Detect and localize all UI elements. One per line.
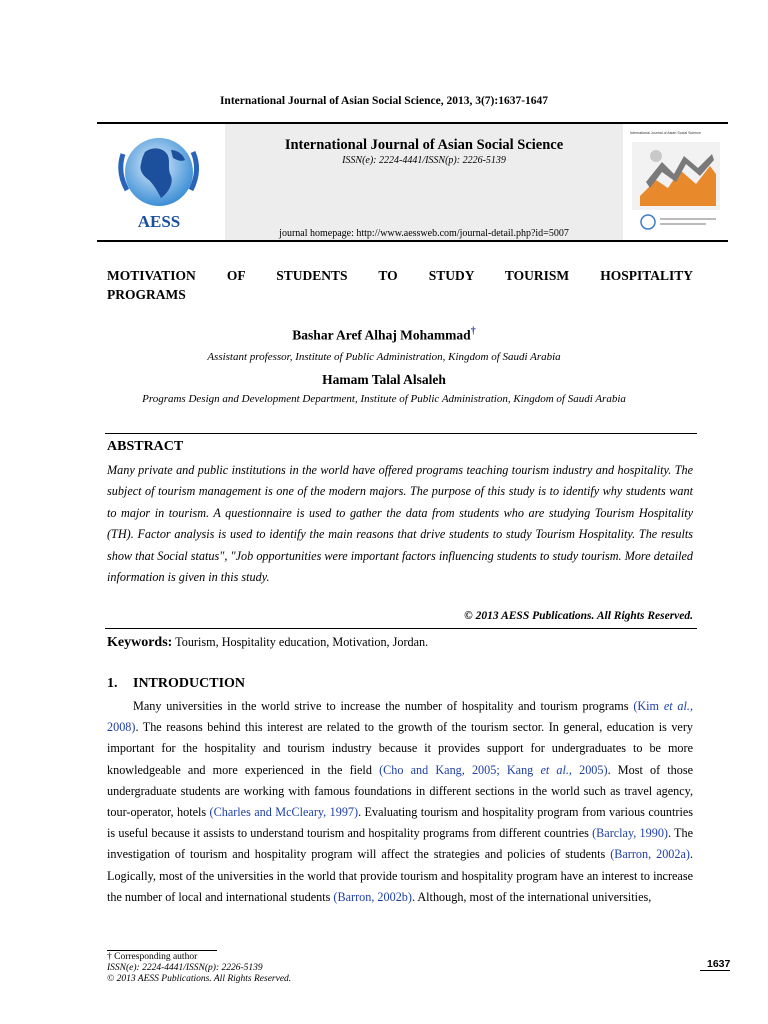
aess-logo — [97, 124, 225, 240]
citation-barron-2002a[interactable]: (Barron, 2002a) — [610, 847, 690, 862]
paper-title-line-1: MOTIVATION OF STUDENTS TO STUDY TOURISM HOSPITALITY — [107, 268, 693, 283]
intro-text: Many universities in the world strive to increase the number of hospitality and tourism programs — [133, 699, 634, 713]
intro-text: . Although, most of the international universities, — [411, 889, 652, 904]
journal-cover-thumbnail — [626, 126, 726, 236]
abstract-text: Many private and public institutions in the world have offered programs teaching tourism industry and hospitality. The subject of tourism management is one of the modern majors. The purpose of this study is to identify why students want to major in tourism. A questionnaire is used to gather the data from students who are studying Tourism Hospitality (TH). Factor analysis is used to identify the main reasons that drive students to study Tourism Hospitality. The results show that Social status", "Job opportunities were important factors influencing students to study tourism. More detailed information is given in this study. — [107, 463, 693, 585]
running-head: International Journal of Asian Social Science, 2013, 3(7):1637-1647 — [219, 95, 549, 107]
citation-text: , 2008) — [107, 699, 693, 735]
cover-image-icon — [626, 126, 726, 236]
citation-etal: et al. — [663, 699, 690, 713]
footnote-copyright: © 2013 AESS Publications. All Rights Reserved. — [107, 974, 292, 984]
intro-text: . Logically, most of the universities in the world that provide tourism and hospitality program have an interest to increase the number of local and international students — [107, 847, 694, 904]
citation-text: (Cho and Kang, 2005; Kang — [379, 762, 541, 777]
keywords — [107, 635, 428, 651]
journal-homepage[interactable]: journal homepage: http://www.aessweb.com/journal-detail.php?id=5007 — [279, 228, 569, 239]
footnotes — [107, 952, 291, 985]
citation-etal: et al. — [540, 762, 569, 777]
keywords-text: Tourism, Hospitality education, Motivation, Jordan. — [172, 635, 429, 649]
section-heading — [107, 676, 245, 692]
citation-text: , 2005) — [568, 762, 608, 777]
keywords-label: Keywords: — [107, 635, 173, 650]
abstract-bottom-rule — [105, 628, 697, 629]
cover-caption: International Journal of Asian Social Science — [630, 131, 701, 135]
logo-text: AESS — [137, 212, 181, 231]
introduction-paragraph — [107, 696, 693, 908]
intro-text: . The investigation of tourism and hospitality program will affect the strategies and policies of students — [107, 826, 693, 862]
author-1 — [0, 326, 768, 344]
globe-logo-icon — [97, 124, 225, 240]
author-2-name: Hamam Talal Alsaleh — [322, 372, 446, 387]
author-1-name: Bashar Aref Alhaj Mohammad — [292, 327, 471, 343]
corresponding-mark: † — [470, 326, 476, 337]
page-number-rule — [700, 970, 730, 971]
abstract-top-rule — [105, 433, 697, 434]
citation-cho-kang-2005[interactable] — [379, 763, 607, 777]
paper-title-line-2: PROGRAMS — [107, 287, 186, 302]
intro-text: . Evaluating tourism and hospitality program from various countries is useful because it assists to understand tourism and hospitality programs from different countries — [107, 805, 693, 841]
citation-barron-2002b[interactable]: (Barron, 2002b) — [333, 889, 412, 904]
intro-text: . The reasons behind this interest are related to the growth of the tourism sector. In general, education is very important for the hospitality and tourism industry because it provides support for undergraduates to be more knowledgeable and more experienced in the field — [107, 720, 693, 777]
journal-issn: ISSN(e): 2224-4441/ISSN(p): 2226-5139 — [342, 155, 506, 166]
citation-text: (Kim — [633, 699, 664, 713]
author-2-affiliation: Programs Design and Development Department, Institute of Public Administration, Kingdom of Saudi Arabia — [142, 393, 626, 405]
abstract-copyright: © 2013 AESS Publications. All Rights Reserved. — [464, 610, 693, 622]
section-title: INTRODUCTION — [133, 676, 246, 691]
intro-text: . Most of those undergraduate students are working with famous foundations in different sections in the world such as travel agency, tour-operator, hotels — [107, 762, 694, 820]
footnote-corresponding: † Corresponding author — [107, 952, 198, 962]
journal-header-band — [97, 122, 728, 242]
journal-title: International Journal of Asian Social Science — [284, 137, 564, 153]
citation-charles-mccleary-1997[interactable]: (Charles and McCleary, 1997) — [209, 805, 359, 820]
abstract-heading: ABSTRACT — [107, 439, 184, 454]
citation-barclay-1990[interactable]: (Barclay, 1990) — [592, 826, 668, 841]
footnote-rule — [107, 950, 217, 951]
footnote-issn: ISSN(e): 2224-4441/ISSN(p): 2226-5139 — [107, 963, 263, 973]
author-1-affiliation: Assistant professor, Institute of Public Administration, Kingdom of Saudi Arabia — [207, 351, 561, 363]
page-number: 1637 — [707, 958, 731, 970]
section-number: 1. — [107, 676, 118, 691]
